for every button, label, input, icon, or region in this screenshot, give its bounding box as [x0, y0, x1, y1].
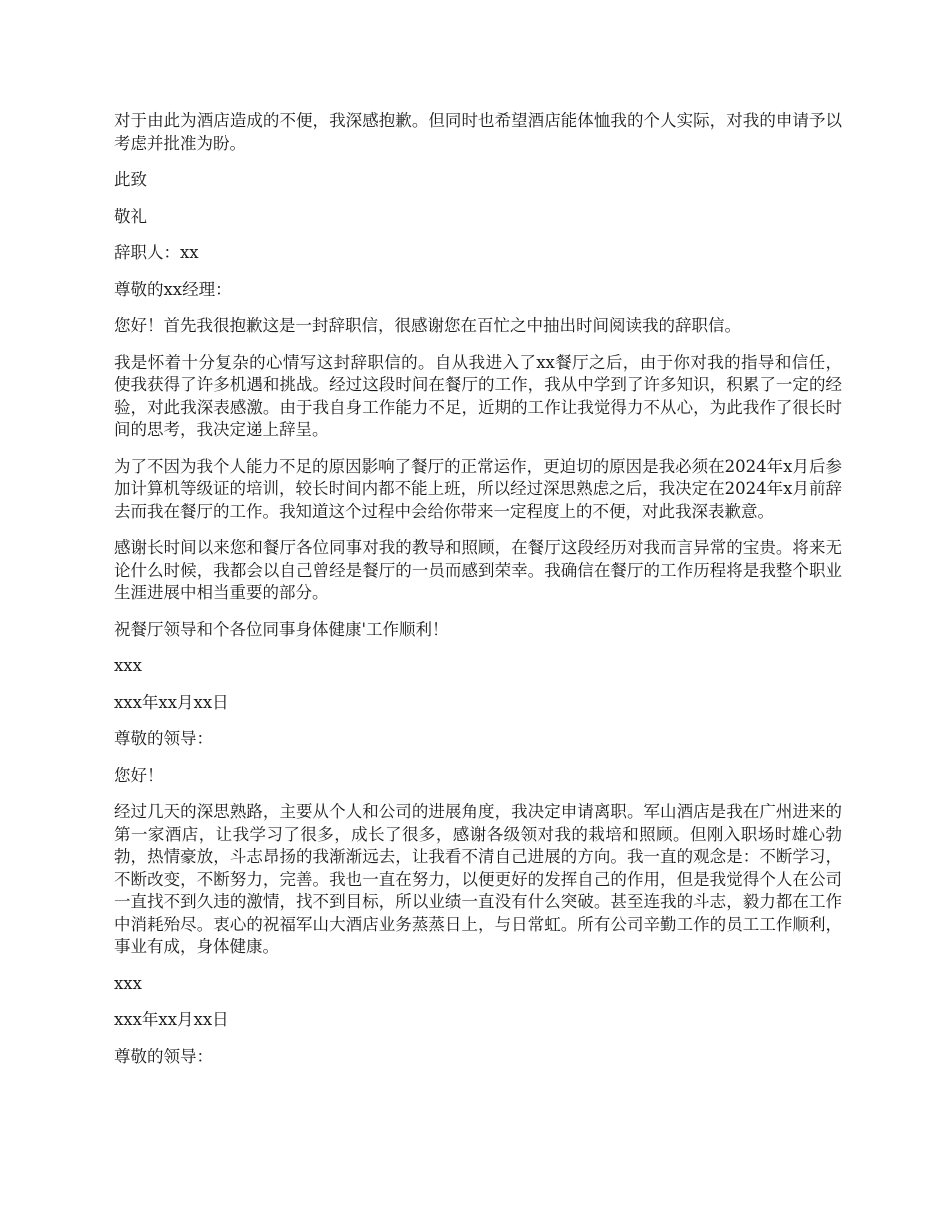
- paragraph-apology: 对于由此为酒店造成的不便，我深感抱歉。但同时也希望酒店能体恤我的个人实际，对我的申请予以考虑并批准为盼。: [114, 111, 842, 153]
- paragraph-date: xxx年xx月xx日: [114, 692, 229, 712]
- paragraph-signature: xxx: [114, 656, 142, 675]
- paragraph-hello: 您好！: [114, 765, 164, 785]
- paragraph-salutation-manager: 尊敬的xx经理：: [114, 279, 232, 299]
- document-body: [114, 110, 842, 1082]
- paragraph-wishes: 祝餐厅领导和个各位同事身体健康'工作顺利！: [114, 619, 449, 639]
- paragraph-body-3: 感谢长时间以来您和餐厅各位同事对我的教导和照顾，在餐厅这段经历对我而言异常的宝贵。将来无论什么时候，我都会以自己曾经是餐厅的一员而感到荣幸。我确信在餐厅的工作历程将是我整个职业生涯进展中相当重要的部分。: [114, 538, 842, 602]
- paragraph-body-4: 经过几天的深思熟路，主要从个人和公司的进展角度，我决定申请离职。军山酒店是我在广州进来的第一家酒店，让我学习了很多，成长了很多，感谢各级领对我的栽培和照顾。但刚入职场时雄心勃勃，热情豪放，斗志昂扬的我渐渐远去，让我看不清自己进展的方向。我一直的观念是：不断学习，不断改变，不断努力，完善。我也一直在努力，以便更好的发挥自己的作用，但是我觉得个人在公司一直找不到久违的激情，找不到目标，所以业绩一直没有什么突破。甚至连我的斗志，毅力都在工作中消耗殆尽。衷心的祝福军山大酒店业务蒸蒸日上，与日常虹。所有公司辛勤工作的员工工作顺利，事业有成，身体健康。: [114, 802, 842, 956]
- paragraph-salutation-leader-2: 尊敬的领导：: [114, 1046, 213, 1066]
- paragraph-signer: 辞职人：xx: [114, 243, 199, 262]
- paragraph-body-2: 为了不因为我个人能力不足的原因影响了餐厅的正常运作，更迫切的原因是我必须在2024年x月后参加计算机等级证的培训，较长时间内都不能上班，所以经过深思熟虑之后，我决定在2024年x月前辞去而我在餐厅的工作。我知道这个过程中会给你带来一定程度上的不便，对此我深表歉意。: [114, 456, 842, 521]
- paragraph-date-2: xxx年xx月xx日: [114, 1010, 229, 1029]
- paragraph-body-1: 我是怀着十分复杂的心情写这封辞职信的。自从我进入了xx餐厅之后，由于你对我的指导和信任，使我获得了许多机遇和挑战。经过这段时间在餐厅的工作，我从中学到了许多知识，积累了一定的经验，对此我深表感激。由于我自身工作能力不足，近期的工作让我觉得力不从心，为此我作了很长时间的思考，我决定递上辞呈。: [114, 352, 842, 439]
- paragraph-signature-2: xxx: [114, 973, 142, 993]
- paragraph-greeting: 您好！首先我很抱歉这是一封辞职信，很感谢您在百忙之中抽出时间阅读我的辞职信。: [114, 316, 741, 335]
- paragraph-salutation-leader: 尊敬的领导：: [114, 729, 213, 748]
- paragraph-closing-jingli: 敬礼: [114, 206, 147, 226]
- paragraph-closing-cizhi: 此致: [114, 170, 147, 189]
